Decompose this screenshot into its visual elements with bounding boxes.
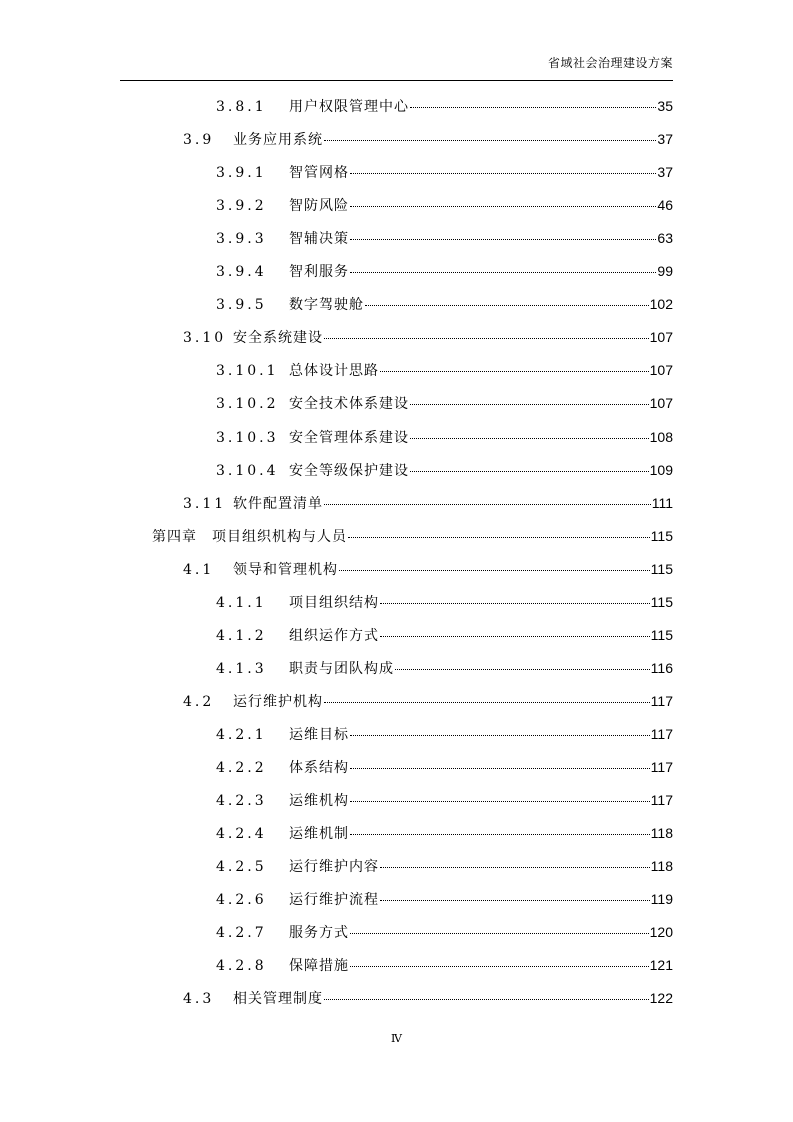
toc-entry-number: 4.2.5 bbox=[216, 859, 267, 876]
toc-entry-page: 107 bbox=[649, 329, 673, 346]
toc-entry[interactable] bbox=[183, 321, 673, 354]
toc-entry-number: 3.11 bbox=[183, 495, 227, 512]
toc-entry-title: 服务方式 bbox=[289, 925, 349, 942]
toc-dot-leader bbox=[348, 537, 650, 538]
toc-dot-leader bbox=[324, 702, 650, 703]
toc-dot-leader bbox=[350, 768, 650, 769]
toc-dot-leader bbox=[380, 603, 650, 604]
toc-entry-number: 3.10.2 bbox=[216, 396, 279, 413]
toc-entry[interactable] bbox=[216, 652, 673, 685]
toc-entry-page: 115 bbox=[650, 527, 673, 544]
toc-entry-title: 运行维护内容 bbox=[289, 859, 379, 876]
toc-dot-leader bbox=[339, 570, 650, 571]
toc-entry-page: 116 bbox=[650, 659, 673, 676]
toc-entry[interactable] bbox=[183, 553, 673, 586]
toc-entry-number: 3.9.3 bbox=[216, 231, 267, 248]
toc-dot-leader bbox=[380, 900, 650, 901]
toc-entry-page: 117 bbox=[650, 759, 673, 775]
toc-entry[interactable] bbox=[216, 255, 673, 288]
toc-entry-page: 109 bbox=[649, 461, 673, 478]
toc-entry-number: 4.2.3 bbox=[216, 793, 267, 810]
toc-entry[interactable] bbox=[216, 619, 673, 652]
toc-entry[interactable] bbox=[152, 520, 673, 553]
toc-entry[interactable] bbox=[216, 222, 673, 255]
toc-entry-number: 3.9.5 bbox=[216, 297, 267, 314]
toc-entry-number: 4.2.4 bbox=[216, 826, 267, 843]
toc-entry-number: 3.9 bbox=[183, 132, 215, 149]
toc-entry-title: 智辅决策 bbox=[289, 231, 349, 248]
toc-entry-number: 3.9.2 bbox=[216, 198, 267, 215]
toc-dot-leader bbox=[324, 504, 651, 505]
toc-entry-page: 102 bbox=[649, 296, 673, 313]
toc-entry-page: 115 bbox=[650, 626, 673, 643]
toc-entry-title: 软件配置清单 bbox=[233, 495, 323, 512]
toc-entry-number: 4.2.1 bbox=[216, 726, 267, 743]
toc-entry[interactable] bbox=[216, 586, 673, 619]
toc-entry-title: 智利服务 bbox=[289, 264, 349, 281]
toc-entry-title: 智管网格 bbox=[289, 165, 349, 182]
toc-entry-title: 领导和管理机构 bbox=[233, 561, 338, 578]
toc-entry-title: 安全等级保护建设 bbox=[289, 462, 409, 479]
toc-entry-page: 115 bbox=[650, 560, 673, 577]
toc-dot-leader bbox=[380, 867, 650, 868]
toc-entry-title: 数字驾驶舱 bbox=[289, 297, 364, 314]
toc-entry-title: 业务应用系统 bbox=[233, 132, 323, 149]
toc-entry-title: 运维机制 bbox=[289, 826, 349, 843]
toc-dot-leader bbox=[350, 966, 649, 967]
toc-entry-title: 运行维护机构 bbox=[233, 693, 323, 710]
toc-entry[interactable] bbox=[183, 487, 673, 520]
toc-entry-page: 37 bbox=[657, 131, 673, 148]
toc-entry[interactable] bbox=[216, 883, 673, 916]
toc-entry-title: 安全技术体系建设 bbox=[289, 396, 409, 413]
toc-entry-title: 运维目标 bbox=[289, 726, 349, 743]
toc-entry[interactable] bbox=[216, 751, 673, 784]
toc-entry-number: 4.1.1 bbox=[216, 594, 267, 611]
toc-entry-number: 3.10.1 bbox=[216, 363, 279, 380]
toc-entry-title: 安全系统建设 bbox=[233, 330, 323, 347]
toc-entry-title: 项目组织结构 bbox=[289, 594, 379, 611]
toc-dot-leader bbox=[380, 636, 650, 637]
toc-dot-leader bbox=[324, 140, 656, 141]
toc-entry-page: 117 bbox=[650, 792, 673, 809]
toc-entry[interactable] bbox=[216, 156, 673, 189]
toc-entry-number: 3.10.3 bbox=[216, 429, 279, 446]
toc-entry-page: 118 bbox=[650, 858, 673, 875]
toc-entry-page: 117 bbox=[650, 725, 673, 742]
toc-entry-number: 3.10.4 bbox=[216, 462, 279, 479]
toc-entry-number: 4.3 bbox=[183, 991, 215, 1008]
toc-entry-page: 122 bbox=[649, 990, 673, 1007]
toc-entry-number: 4.2 bbox=[183, 693, 215, 710]
toc-entry-number: 4.1 bbox=[183, 561, 215, 578]
toc-entry-number: 4.2.2 bbox=[216, 760, 267, 776]
toc-entry-page: 118 bbox=[650, 825, 673, 842]
toc-entry-number: 4.1.2 bbox=[216, 627, 267, 644]
toc-entry[interactable] bbox=[216, 354, 673, 387]
toc-dot-leader bbox=[350, 801, 650, 802]
toc-entry-title: 总体设计思路 bbox=[289, 363, 379, 380]
toc-entry[interactable] bbox=[216, 454, 673, 487]
toc-entry[interactable] bbox=[183, 123, 673, 156]
toc-entry[interactable] bbox=[216, 288, 673, 321]
toc-entry-page: 35 bbox=[657, 98, 673, 114]
toc-dot-leader bbox=[350, 272, 656, 273]
toc-dot-leader bbox=[350, 239, 656, 240]
toc-dot-leader bbox=[350, 206, 656, 207]
toc-dot-leader bbox=[410, 107, 656, 108]
toc-entry-page: 119 bbox=[650, 891, 673, 908]
toc-entry-number: 3.8.1 bbox=[216, 99, 267, 115]
toc-entry-page: 99 bbox=[657, 263, 673, 280]
toc-entry-number: 4.2.7 bbox=[216, 925, 267, 942]
toc-dot-leader bbox=[380, 371, 649, 372]
toc-entry[interactable] bbox=[216, 784, 673, 817]
toc-entry-number: 4.2.8 bbox=[216, 958, 267, 975]
toc-dot-leader bbox=[350, 834, 650, 835]
toc-dot-leader bbox=[410, 471, 649, 472]
toc-entry-number: 第四章 bbox=[152, 528, 197, 545]
toc-entry[interactable] bbox=[216, 850, 673, 883]
toc-entry[interactable] bbox=[216, 421, 673, 454]
toc-entry-number: 3.9.1 bbox=[216, 165, 267, 182]
toc-entry[interactable] bbox=[183, 685, 673, 718]
toc-entry[interactable] bbox=[183, 982, 673, 1015]
toc-entry-title: 运行维护流程 bbox=[289, 892, 379, 909]
toc-entry-page: 120 bbox=[649, 924, 673, 941]
toc-entry-title: 保障措施 bbox=[289, 958, 349, 975]
toc-entry-number: 4.1.3 bbox=[216, 660, 267, 677]
toc-entry[interactable] bbox=[216, 387, 673, 420]
toc-dot-leader bbox=[365, 305, 649, 306]
toc-entry-page: 63 bbox=[657, 230, 673, 247]
page-number: Ⅳ bbox=[391, 1032, 402, 1045]
toc-dot-leader bbox=[410, 404, 649, 405]
toc-dot-leader bbox=[350, 933, 649, 934]
toc-entry[interactable] bbox=[216, 949, 673, 982]
toc-entry-title: 安全管理体系建设 bbox=[289, 429, 409, 446]
toc-dot-leader bbox=[350, 173, 656, 174]
toc-entry[interactable] bbox=[216, 916, 673, 949]
toc-entry[interactable] bbox=[216, 718, 673, 751]
toc-entry[interactable] bbox=[216, 90, 673, 123]
toc-entry-title: 运维机构 bbox=[289, 793, 349, 810]
toc-entry-page: 117 bbox=[650, 692, 673, 709]
toc-entry[interactable] bbox=[216, 817, 673, 850]
header-divider bbox=[120, 80, 673, 81]
toc-dot-leader bbox=[350, 735, 650, 736]
toc-entry-title: 用户权限管理中心 bbox=[289, 99, 409, 115]
toc-entry-number: 4.2.6 bbox=[216, 892, 267, 909]
toc-dot-leader bbox=[324, 999, 649, 1000]
toc-entry-title: 职责与团队构成 bbox=[289, 660, 394, 677]
toc-entry-title: 组织运作方式 bbox=[289, 627, 379, 644]
toc-dot-leader bbox=[410, 438, 649, 439]
toc-entry-page: 115 bbox=[650, 593, 673, 610]
toc-dot-leader bbox=[324, 338, 649, 339]
toc-entry-title: 相关管理制度 bbox=[233, 991, 323, 1008]
toc-entry-page: 107 bbox=[649, 395, 673, 412]
toc-entry-title: 体系结构 bbox=[289, 760, 349, 776]
toc-entry-page: 46 bbox=[657, 197, 673, 214]
toc-entry-number: 3.10 bbox=[183, 330, 227, 347]
toc-entry-page: 37 bbox=[657, 164, 673, 181]
toc-entry-title: 智防风险 bbox=[289, 198, 349, 215]
toc-entry-page: 107 bbox=[649, 362, 673, 379]
document-title: 省域社会治理建设方案 bbox=[547, 56, 673, 70]
toc-dot-leader bbox=[395, 669, 650, 670]
toc-entry-title: 项目组织机构与人员 bbox=[212, 528, 347, 545]
toc-entry-page: 121 bbox=[649, 957, 673, 974]
toc-entry-page: 111 bbox=[651, 494, 673, 511]
toc-entry-page: 108 bbox=[649, 428, 673, 445]
toc-entry[interactable] bbox=[216, 189, 673, 222]
toc-entry-number: 3.9.4 bbox=[216, 264, 267, 281]
